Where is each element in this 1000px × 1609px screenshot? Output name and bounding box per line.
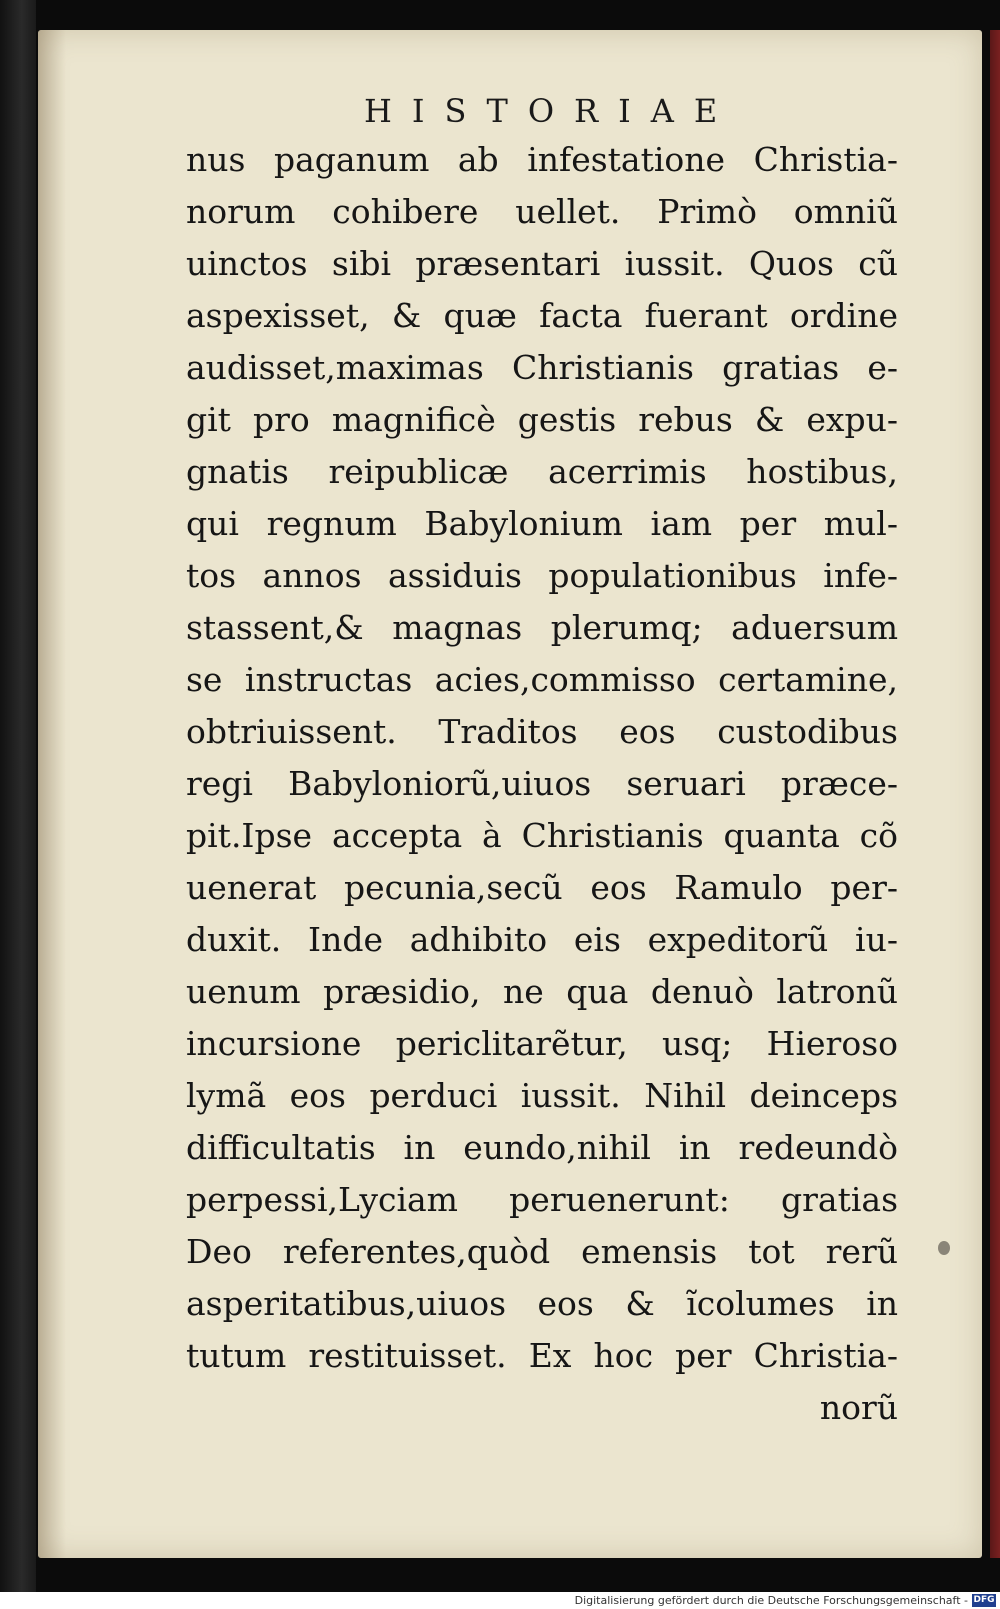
text-line: regi Babyloniorũ,uiuos seruari præce- [186,764,898,803]
text-line: tutum restituisset. Ex hoc per Christia- [186,1336,898,1375]
text-line: difficultatis in eundo,nihil in redeundò [186,1128,898,1167]
text-line: qui regnum Babylonium iam per mul- [186,504,898,543]
text-line: gnatis reipublicæ acerrimis hostibus, [186,452,898,491]
text-line: Deo referentes,quòd emensis tot rerũ [186,1232,898,1271]
text-line: git pro magnificè gestis rebus & expu- [186,400,898,439]
book-edge-left [0,0,36,1592]
paper-spot [938,1241,950,1255]
running-head: HISTORIAE [364,92,738,130]
text-line: stassent,& magnas plerumq; aduersum [186,608,898,647]
text-line: incursione periclitarẽtur, usq; Hieroso [186,1024,898,1063]
text-line: tos annos assiduis populationibus infe- [186,556,898,595]
text-line: lymã eos perduci iussit. Nihil deinceps [186,1076,898,1115]
text-line: audisset,maximas Christianis gratias e- [186,348,898,387]
text-line: uenum præsidio, ne qua denuò latronũ [186,972,898,1011]
text-line: norum cohibere uellet. Primò omniũ [186,192,898,231]
text-line: se instructas acies,commisso certamine, [186,660,898,699]
text-line: asperitatibus,uiuos eos & ĩcolumes in [186,1284,898,1323]
text-line: uinctos sibi præsentari iussit. Quos cũ [186,244,898,283]
text-line: duxit. Inde adhibito eis expeditorũ iu- [186,920,898,959]
digitization-credit: Digitalisierung gefördert durch die Deutsche Forschungsgemeinschaft - [574,1594,968,1607]
text-line: perpessi,Lyciam peruenerunt: gratias [186,1180,898,1219]
text-line: pit.Ipse accepta à Christianis quanta cõ [186,816,898,855]
book-edge-right [990,30,1000,1558]
text-line: obtriuissent. Traditos eos custodibus [186,712,898,751]
text-line: aspexisset, & quæ facta fuerant ordine [186,296,898,335]
body-text [186,134,898,1434]
catchword: norũ [819,1388,898,1427]
text-line: nus paganum ab infestatione Christia- [186,140,898,179]
dfg-logo: DFG [973,1595,995,1605]
text-line: uenerat pecunia,secũ eos Ramulo per- [186,868,898,907]
